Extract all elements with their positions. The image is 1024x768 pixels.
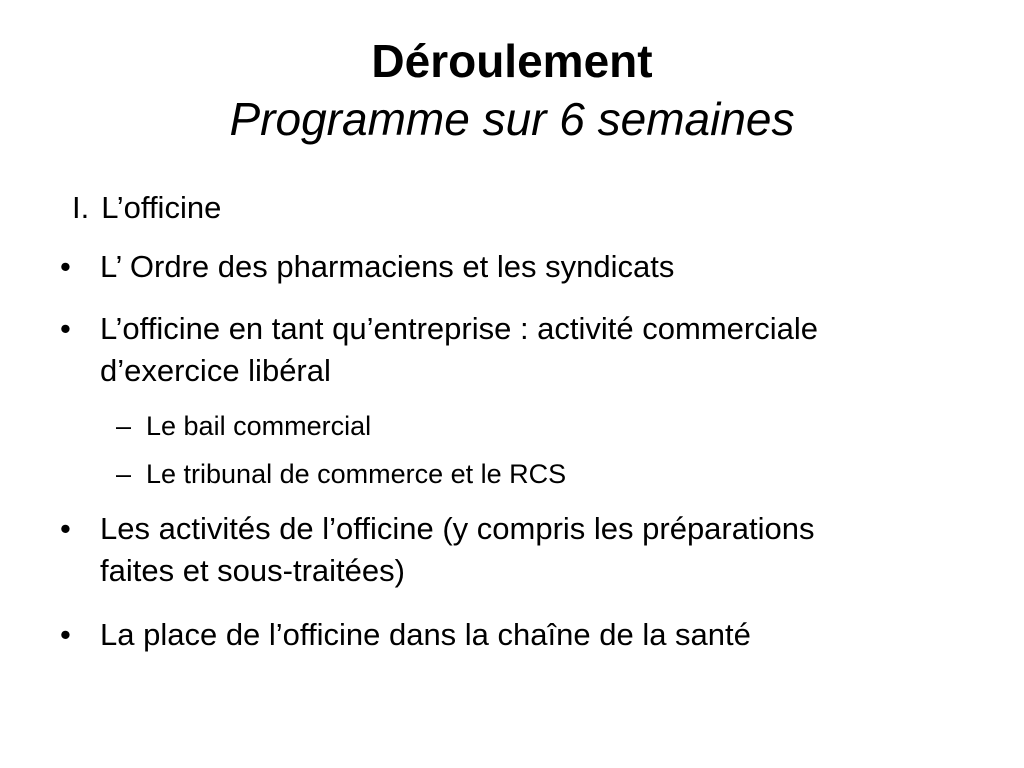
- bullet-text: L’officine en tant qu’entreprise : activité commerciale d’exercice libéral: [100, 311, 818, 388]
- bullet-text: L’ Ordre des pharmaciens et les syndicats: [100, 249, 675, 284]
- bullet-item: [60, 308, 1000, 392]
- dash-glyph: –: [116, 411, 132, 441]
- bullet-text: La place de l’officine dans la chaîne de la santé: [100, 617, 751, 652]
- sub-item-text: Le tribunal de commerce et le RCS: [146, 459, 567, 489]
- bullet-item: [60, 246, 1000, 288]
- slide-title: Déroulement: [371, 35, 653, 87]
- bullet-glyph: •: [60, 249, 71, 284]
- bullet-text: Les activités de l’officine (y compris les préparations faites et sous-traitées): [100, 511, 815, 588]
- section-number: I.: [72, 190, 90, 225]
- bullet-glyph: •: [60, 617, 71, 652]
- bullet-item: [60, 614, 1000, 656]
- slide-subtitle: Programme sur 6 semaines: [229, 93, 795, 145]
- bullet-glyph: •: [60, 511, 71, 546]
- section-label: L’officine: [101, 190, 222, 225]
- bullet-item: [60, 508, 1000, 592]
- section-heading: [72, 188, 221, 228]
- slide-title-block: [0, 32, 1024, 148]
- sub-item-text: Le bail commercial: [146, 411, 372, 441]
- bullet-glyph: •: [60, 311, 71, 346]
- dash-glyph: –: [116, 459, 132, 489]
